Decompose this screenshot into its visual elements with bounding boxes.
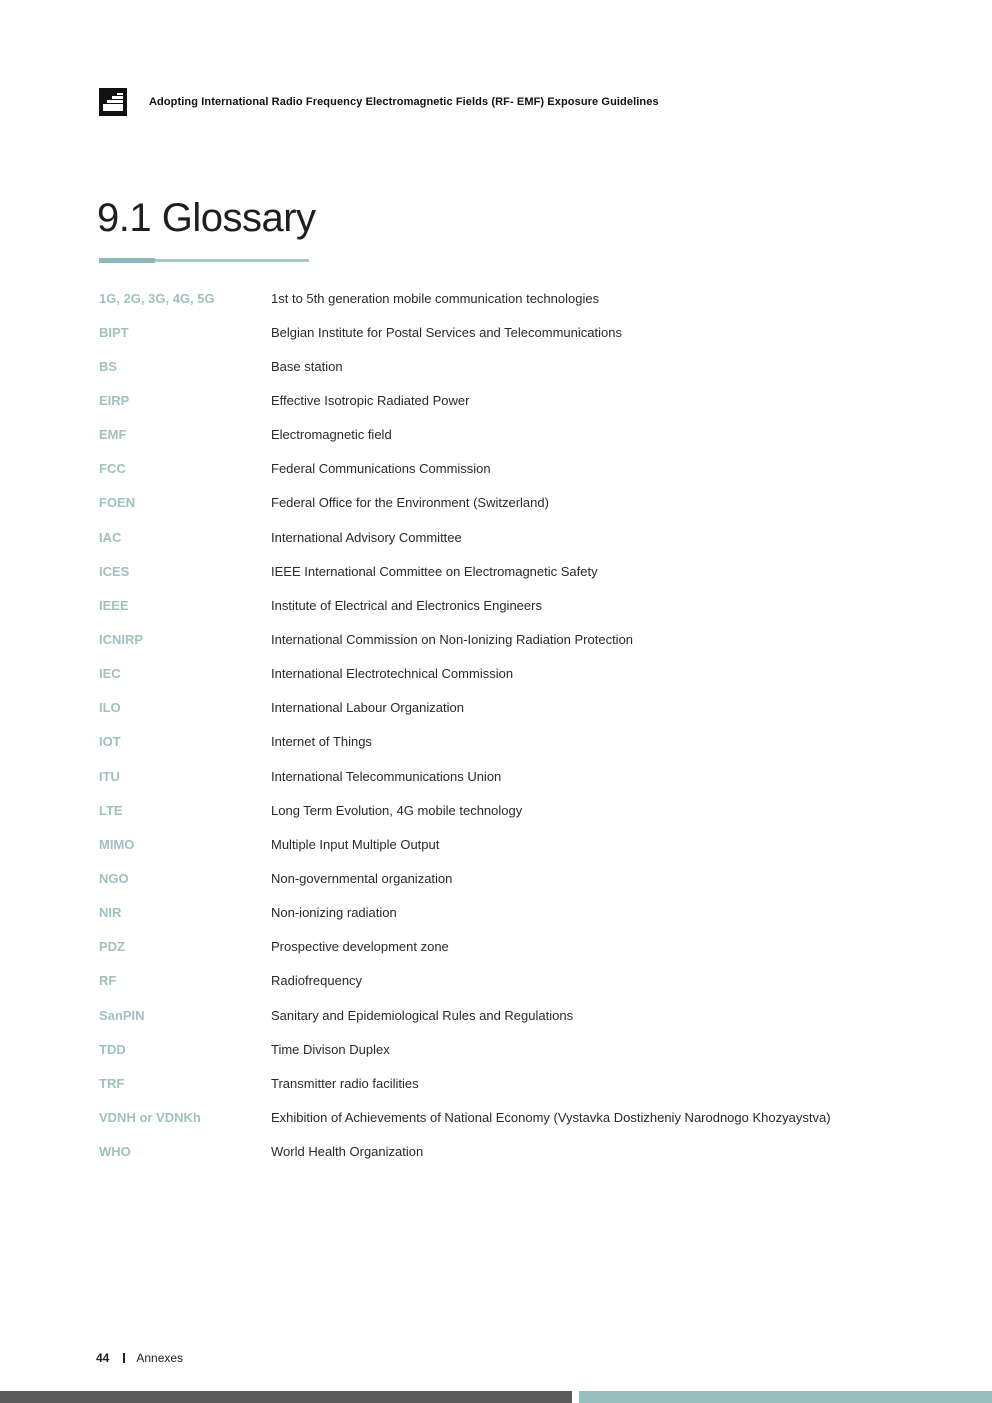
page-number: 44	[96, 1351, 110, 1365]
glossary-term: TDD	[99, 1041, 126, 1057]
glossary-definition: Long Term Evolution, 4G mobile technology	[271, 802, 523, 818]
glossary-entry	[99, 486, 959, 520]
glossary-entry	[99, 281, 959, 315]
glossary-term: EMF	[99, 427, 127, 443]
glossary-entry	[99, 520, 959, 554]
glossary-term: NIR	[99, 905, 122, 921]
footer-bar-teal	[579, 1391, 992, 1403]
glossary-term: IEC	[99, 666, 121, 682]
glossary-term: ICES	[99, 563, 130, 579]
glossary-entry	[99, 691, 959, 725]
glossary-entry	[99, 861, 959, 895]
glossary-definition: Transmitter radio facilities	[271, 1075, 419, 1091]
glossary-term: BS	[99, 358, 118, 374]
glossary-list	[99, 281, 959, 1169]
page-title: 9.1 Glossary	[97, 196, 316, 240]
glossary-entry	[99, 315, 959, 349]
glossary-entry	[99, 657, 959, 691]
glossary-term: 1G, 2G, 3G, 4G, 5G	[99, 290, 215, 306]
glossary-entry	[99, 964, 959, 998]
glossary-term: FOEN	[99, 495, 136, 511]
organization-logo-icon	[99, 88, 127, 116]
glossary-term: IEEE	[99, 597, 129, 613]
glossary-definition: Time Divison Duplex	[271, 1041, 390, 1057]
glossary-definition: Belgian Institute for Postal Services and Telecommunications	[271, 324, 622, 340]
glossary-entry	[99, 759, 959, 793]
glossary-term: VDNH or VDNKh	[99, 1109, 201, 1125]
glossary-definition: Non-governmental organization	[271, 870, 453, 886]
glossary-definition: Electromagnetic field	[271, 427, 392, 443]
glossary-entry	[99, 622, 959, 656]
glossary-term: TRF	[99, 1075, 125, 1091]
glossary-entry	[99, 793, 959, 827]
page-header	[99, 88, 659, 116]
glossary-term: LTE	[99, 802, 123, 818]
footer-bar-dark	[0, 1391, 572, 1403]
footer-divider	[123, 1353, 125, 1363]
glossary-definition: International Commission on Non-Ionizing Radiation Protection	[271, 631, 634, 647]
glossary-definition: Federal Office for the Environment (Switzerland)	[271, 495, 549, 511]
footer-section-label: Annexes	[136, 1351, 184, 1365]
glossary-term: MIMO	[99, 836, 135, 852]
glossary-definition: Institute of Electrical and Electronics Engineers	[271, 597, 542, 613]
glossary-definition: Prospective development zone	[271, 939, 449, 955]
glossary-term: EIRP	[99, 392, 130, 408]
glossary-term: IOT	[99, 734, 121, 750]
glossary-definition: Federal Communications Commission	[271, 461, 491, 477]
glossary-term: NGO	[99, 870, 129, 886]
glossary-entry	[99, 554, 959, 588]
glossary-entry	[99, 588, 959, 622]
glossary-entry	[99, 1066, 959, 1100]
glossary-definition: Multiple Input Multiple Output	[271, 836, 440, 852]
glossary-definition: 1st to 5th generation mobile communication technologies	[271, 290, 600, 306]
glossary-term: FCC	[99, 461, 126, 477]
glossary-entry	[99, 998, 959, 1032]
glossary-definition: Sanitary and Epidemiological Rules and Regulations	[271, 1007, 574, 1023]
glossary-entry	[99, 1100, 959, 1134]
title-underline-accent	[99, 258, 155, 263]
glossary-term: RF	[99, 973, 117, 989]
glossary-entry	[99, 349, 959, 383]
page-footer	[96, 1351, 183, 1365]
glossary-entry	[99, 1135, 959, 1169]
glossary-entry	[99, 896, 959, 930]
glossary-definition: Radiofrequency	[271, 973, 363, 989]
glossary-definition: Non-ionizing radiation	[271, 905, 397, 921]
glossary-definition: Exhibition of Achievements of National Economy (Vystavka Dostizheniy Narodnogo Khozyaystva)	[271, 1109, 831, 1125]
glossary-definition: World Health Organization	[271, 1144, 424, 1160]
glossary-definition: International Telecommunications Union	[271, 768, 502, 784]
glossary-definition: Internet of Things	[271, 734, 372, 750]
glossary-entry	[99, 827, 959, 861]
glossary-definition: International Labour Organization	[271, 700, 464, 716]
glossary-entry	[99, 725, 959, 759]
glossary-entry	[99, 1032, 959, 1066]
glossary-entry	[99, 930, 959, 964]
glossary-definition: International Electrotechnical Commission	[271, 666, 514, 682]
glossary-entry	[99, 383, 959, 417]
glossary-definition: Base station	[271, 358, 343, 374]
document-title: Adopting International Radio Frequency Electromagnetic Fields (RF- EMF) Exposure Guidelines	[149, 96, 659, 108]
glossary-entry	[99, 452, 959, 486]
glossary-term: SanPIN	[99, 1007, 145, 1023]
glossary-term: ILO	[99, 700, 121, 716]
glossary-term: BIPT	[99, 324, 129, 340]
glossary-definition: Effective Isotropic Radiated Power	[271, 392, 470, 408]
glossary-term: IAC	[99, 529, 122, 545]
glossary-definition: International Advisory Committee	[271, 529, 462, 545]
glossary-term: WHO	[99, 1144, 131, 1160]
glossary-term: ITU	[99, 768, 120, 784]
glossary-entry	[99, 418, 959, 452]
glossary-definition: IEEE International Committee on Electromagnetic Safety	[271, 563, 598, 579]
glossary-term: PDZ	[99, 939, 125, 955]
glossary-term: ICNIRP	[99, 631, 144, 647]
